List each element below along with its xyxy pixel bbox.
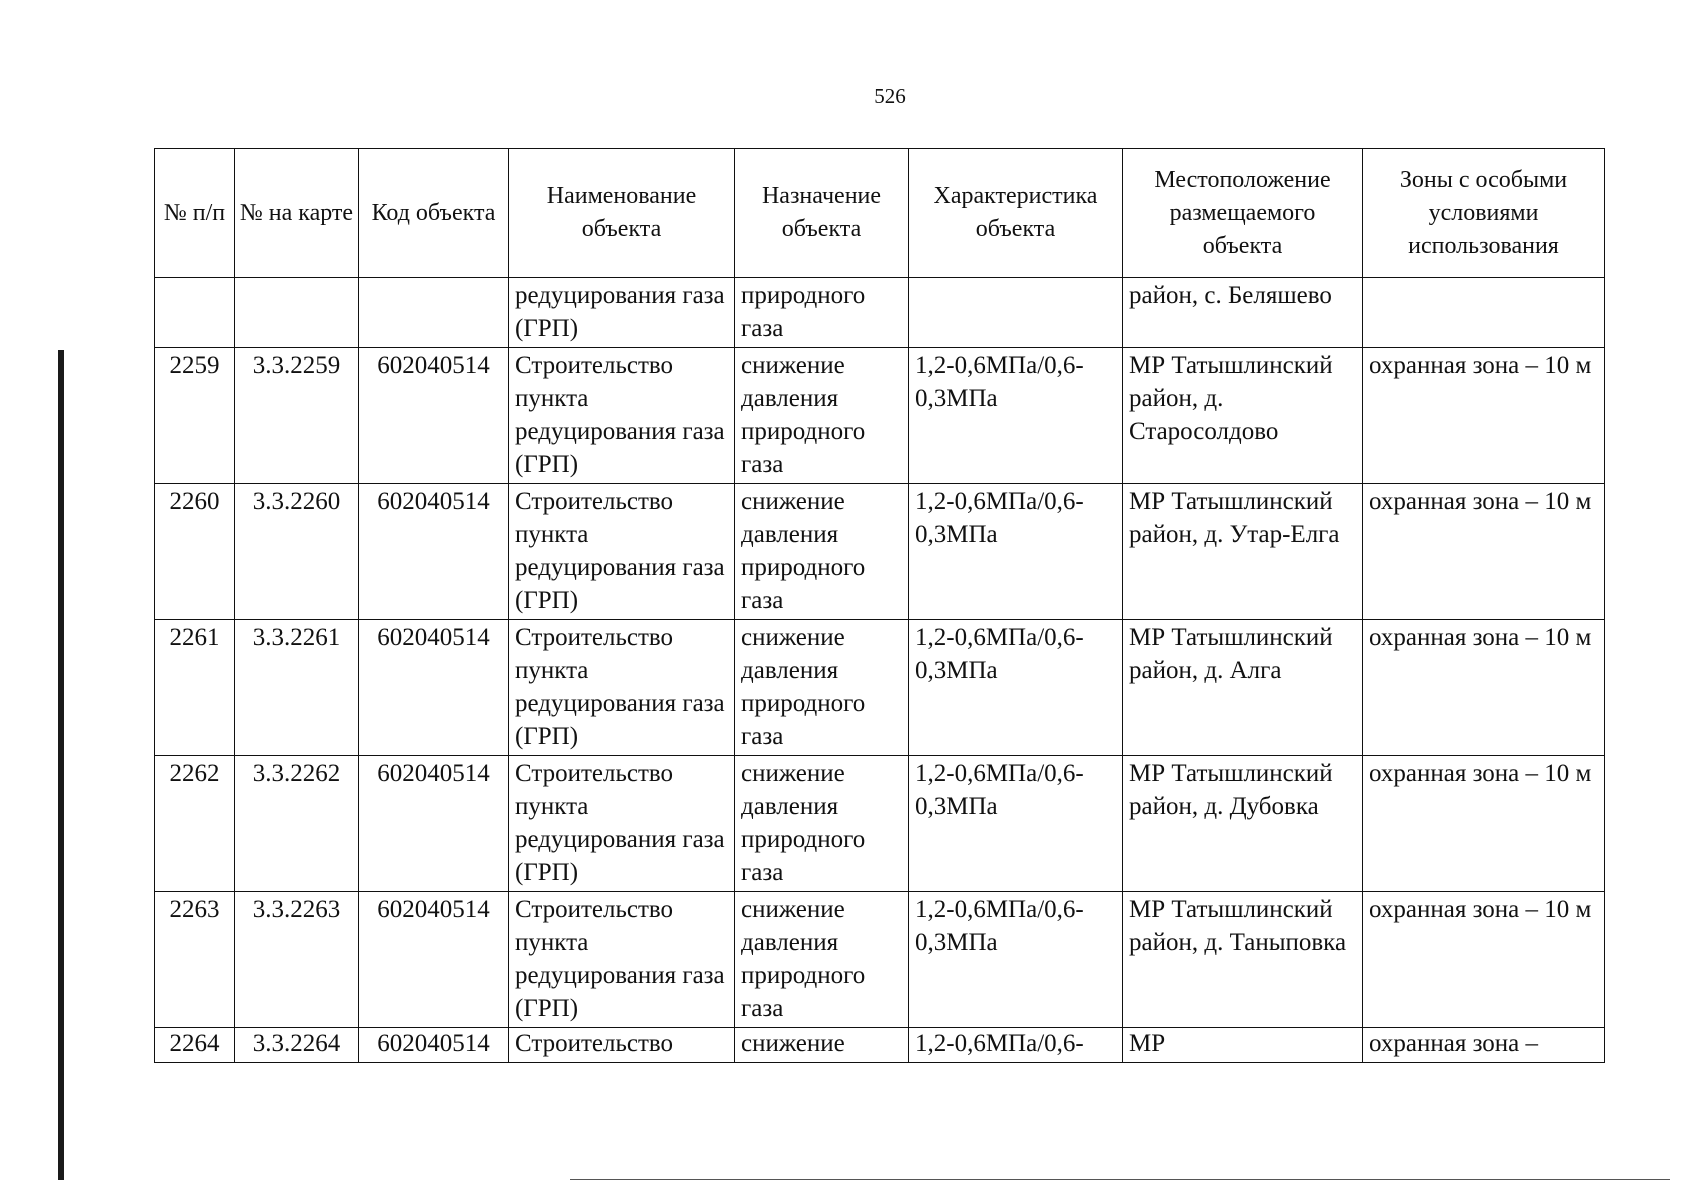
- cell-location: МР Татышлинский район, д. Старосолдово: [1123, 348, 1363, 484]
- header-purpose: Назначение объекта: [735, 149, 909, 278]
- cell-spec: 1,2-0,6МПа/0,6-0,3МПа: [909, 892, 1123, 1028]
- cell-map-num: [235, 278, 359, 348]
- cell-zone: охранная зона – 10 м: [1363, 484, 1605, 620]
- cell-num: 2262: [155, 756, 235, 892]
- header-spec: Характеристика объекта: [909, 149, 1123, 278]
- table-row: [155, 484, 1605, 620]
- scan-bottom-line: [570, 1179, 1670, 1180]
- cell-spec: 1,2-0,6МПа/0,6-: [909, 1028, 1123, 1063]
- cell-map-num: 3.3.2263: [235, 892, 359, 1028]
- cell-zone: охранная зона –: [1363, 1028, 1605, 1063]
- cell-spec: 1,2-0,6МПа/0,6-0,3МПа: [909, 756, 1123, 892]
- cell-location: МР Татышлинский район, д. Таныповка: [1123, 892, 1363, 1028]
- cell-name: Строительство пункта редуцирования газа (ГРП): [509, 348, 735, 484]
- header-location: Местоположение размещаемого объекта: [1123, 149, 1363, 278]
- cell-name: Строительство пункта редуцирования газа (ГРП): [509, 756, 735, 892]
- scan-edge-bar: [58, 350, 64, 1180]
- cell-purpose: снижение давления природного газа: [735, 892, 909, 1028]
- cell-name: Строительство пункта редуцирования газа (ГРП): [509, 484, 735, 620]
- cell-zone: охранная зона – 10 м: [1363, 348, 1605, 484]
- cell-code: 602040514: [359, 484, 509, 620]
- cell-spec: 1,2-0,6МПа/0,6-0,3МПа: [909, 484, 1123, 620]
- header-num: № п/п: [155, 149, 235, 278]
- table-body: [155, 278, 1605, 1063]
- cell-name: Строительство пункта редуцирования газа (ГРП): [509, 620, 735, 756]
- cell-zone: [1363, 278, 1605, 348]
- cell-map-num: 3.3.2261: [235, 620, 359, 756]
- table-row: [155, 348, 1605, 484]
- cell-num: 2263: [155, 892, 235, 1028]
- cell-num: 2260: [155, 484, 235, 620]
- header-row: [155, 149, 1605, 278]
- cell-location: МР Татышлинский район, д. Алга: [1123, 620, 1363, 756]
- cell-code: 602040514: [359, 348, 509, 484]
- registry-table: [154, 148, 1605, 1063]
- cell-num: 2259: [155, 348, 235, 484]
- cell-purpose: снижение давления природного газа: [735, 756, 909, 892]
- cell-spec: 1,2-0,6МПа/0,6-0,3МПа: [909, 620, 1123, 756]
- cell-code: 602040514: [359, 620, 509, 756]
- cell-map-num: 3.3.2259: [235, 348, 359, 484]
- cell-location: МР: [1123, 1028, 1363, 1063]
- cell-map-num: 3.3.2260: [235, 484, 359, 620]
- cell-purpose: снижение давления природного газа: [735, 620, 909, 756]
- cell-num: 2261: [155, 620, 235, 756]
- cell-zone: охранная зона – 10 м: [1363, 620, 1605, 756]
- table-header: [155, 149, 1605, 278]
- cell-spec: 1,2-0,6МПа/0,6-0,3МПа: [909, 348, 1123, 484]
- cell-purpose: снижение давления природного газа: [735, 484, 909, 620]
- cell-code: [359, 278, 509, 348]
- table-row: [155, 892, 1605, 1028]
- header-zone: Зоны с особыми условиями использования: [1363, 149, 1605, 278]
- header-code: Код объекта: [359, 149, 509, 278]
- cell-spec: [909, 278, 1123, 348]
- cell-zone: охранная зона – 10 м: [1363, 892, 1605, 1028]
- table-row: [155, 620, 1605, 756]
- cell-code: 602040514: [359, 1028, 509, 1063]
- cell-name: редуцирования газа (ГРП): [509, 278, 735, 348]
- cell-name: Строительство пункта редуцирования газа (ГРП): [509, 892, 735, 1028]
- cell-code: 602040514: [359, 892, 509, 1028]
- cell-zone: охранная зона – 10 м: [1363, 756, 1605, 892]
- table-row: [155, 756, 1605, 892]
- cell-code: 602040514: [359, 756, 509, 892]
- table-row-continuation: [155, 278, 1605, 348]
- header-map-num: № на карте: [235, 149, 359, 278]
- header-name: Наименование объекта: [509, 149, 735, 278]
- cell-name: Строительство: [509, 1028, 735, 1063]
- cell-location: район, с. Беляшево: [1123, 278, 1363, 348]
- cell-num: [155, 278, 235, 348]
- cell-num: 2264: [155, 1028, 235, 1063]
- cell-map-num: 3.3.2264: [235, 1028, 359, 1063]
- cell-purpose: снижение давления природного газа: [735, 348, 909, 484]
- page-number: 526: [874, 84, 906, 108]
- cell-purpose: снижение: [735, 1028, 909, 1063]
- cell-location: МР Татышлинский район, д. Утар-Елга: [1123, 484, 1363, 620]
- cell-map-num: 3.3.2262: [235, 756, 359, 892]
- table-row-last: [155, 1028, 1605, 1063]
- cell-location: МР Татышлинский район, д. Дубовка: [1123, 756, 1363, 892]
- cell-purpose: природного газа: [735, 278, 909, 348]
